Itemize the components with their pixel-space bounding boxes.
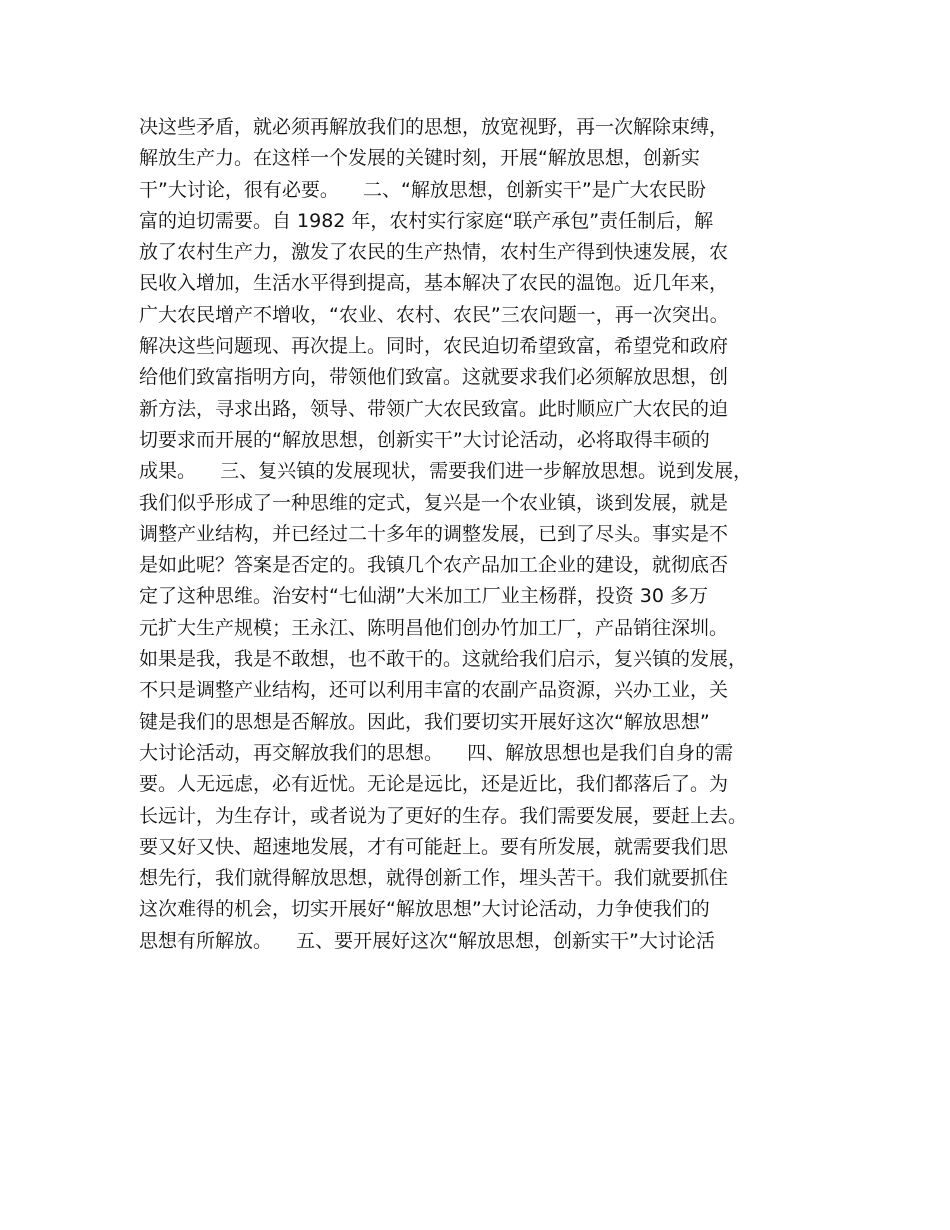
text-line: 想先行，我们就得解放思想，就得创新工作，埋头苦干。我们就要抓住 (139, 867, 729, 890)
text-line: 给他们致富指明方向，带领他们致富。这就要求我们必须解放思想，创 (139, 366, 729, 389)
text-line: 键是我们的思想是否解放。因此，我们要切实开展好这次“解放思想” (139, 710, 710, 733)
text-line: 长远计，为生存计，或者说为了更好的生存。我们需要发展，要赶上去。 (139, 804, 748, 827)
text-line: 元扩大生产规模；王永江、陈明昌他们创办竹加工厂，产品销往深圳。 (139, 616, 729, 639)
text-line: 富的迫切需要。自 1982 年，农村实行家庭“联产承包”责任制后，解 (139, 209, 714, 232)
text-line: 思想有所解放。 五、要开展好这次“解放思想，创新实干”大讨论活 (139, 929, 715, 952)
text-line: 成果。 三、复兴镇的发展现状，需要我们进一步解放思想。说到发展， (139, 460, 753, 483)
text-line: 切要求而开展的“解放思想，创新实干”大讨论活动，必将取得丰硕的 (139, 428, 710, 451)
text-line: 干”大讨论，很有必要。 二、“解放思想，创新实干”是广大农民盼 (139, 178, 706, 201)
text-line: 我们似乎形成了一种思维的定式，复兴是一个农业镇，谈到发展，就是 (139, 491, 729, 514)
text-line: 如果是我，我是不敢想，也不敢干的。这就给我们启示，复兴镇的发展， (139, 648, 748, 671)
text-line: 解决这些问题现、再次提上。同时，农民迫切希望致富，希望党和政府 (139, 335, 729, 358)
text-line: 调整产业结构，并已经过二十多年的调整发展，已到了尽头。事实是不 (139, 522, 729, 545)
text-line: 广大农民增产不增收，“农业、农村、农民”三农问题一，再一次突出。 (139, 303, 729, 326)
text-line: 决这些矛盾，就必须再解放我们的思想，放宽视野，再一次解除束缚， (139, 116, 729, 138)
text-line: 解放生产力。在这样一个发展的关键时刻，开展“解放思想，创新实 (139, 147, 700, 170)
text-line: 是如此呢？答案是否定的。我镇几个农产品加工企业的建设，就彻底否 (139, 554, 729, 577)
text-line: 大讨论活动，再交解放我们的思想。 四、解放思想也是我们自身的需 (139, 741, 734, 764)
text-line: 要又好又快、超速地发展，才有可能赶上。要有所发展，就需要我们思 (139, 835, 729, 858)
text-line: 要。人无远虑，必有近忧。无论是远比，还是近比，我们都落后了。为 (139, 773, 729, 796)
text-line: 放了农村生产力，激发了农民的生产热情，农村生产得到快速发展，农 (139, 241, 729, 264)
text-line: 定了这种思维。治安村“七仙湖”大米加工厂业主杨群，投资 30 多万 (139, 585, 708, 608)
text-line: 不只是调整产业结构，还可以利用丰富的农副产品资源，兴办工业，关 (139, 679, 729, 702)
body-text (139, 112, 839, 957)
text-line: 新方法，寻求出路，领导、带领广大农民致富。此时顺应广大农民的迫 (139, 397, 729, 420)
text-line: 民收入增加，生活水平得到提高，基本解决了农民的温饱。近几年来， (139, 272, 729, 295)
text-line: 这次难得的机会，切实开展好“解放思想”大讨论活动，力争使我们的 (139, 898, 710, 921)
